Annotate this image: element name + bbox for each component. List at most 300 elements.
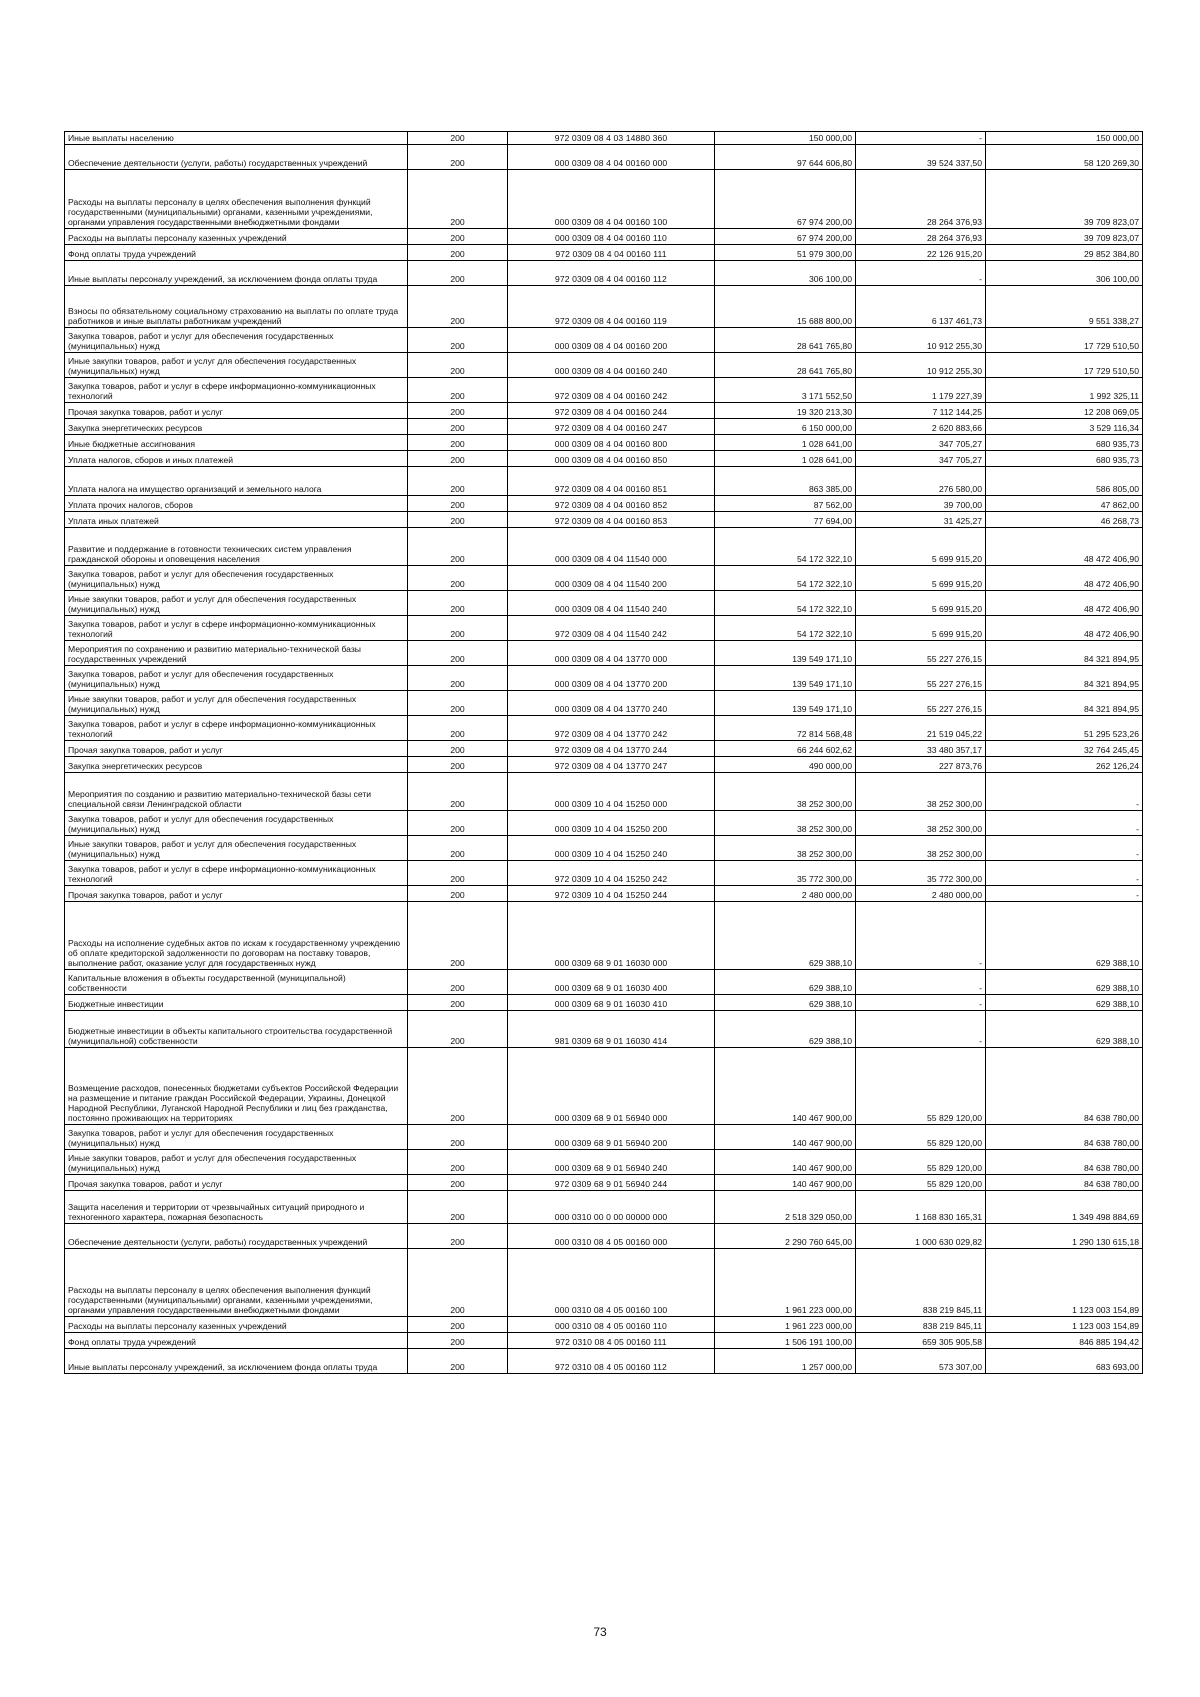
- row-budget-classification-code: 972 0309 08 4 04 00160 244: [508, 403, 715, 419]
- row-name: Фонд оплаты труда учреждений: [65, 1333, 408, 1349]
- row-budget-classification-code: 000 0309 68 9 01 16030 410: [508, 995, 715, 1011]
- row-executed-amount: 5 699 915,20: [856, 591, 986, 616]
- table-row: [65, 435, 1143, 451]
- table-row: [65, 902, 1143, 970]
- row-executed-amount: 55 829 120,00: [856, 1175, 986, 1191]
- page-number: 73: [593, 1625, 607, 1639]
- table-row: [65, 716, 1143, 741]
- row-budget-classification-code: 000 0309 10 4 04 15250 200: [508, 811, 715, 836]
- row-remaining-amount: 84 321 894,95: [986, 641, 1143, 666]
- row-budget-classification-code: 000 0309 08 4 04 00160 850: [508, 451, 715, 467]
- row-budget-classification-code: 972 0309 08 4 04 00160 852: [508, 496, 715, 512]
- row-name: Расходы на выплаты персоналу в целях обеспечения выполнения функций государственными (муниципальными) органами, казенными учреждениями, органами управления государственными внебюджетными фондами: [65, 170, 408, 229]
- row-remaining-amount: 1 349 498 884,69: [986, 1191, 1143, 1224]
- row-remaining-amount: -: [986, 773, 1143, 811]
- row-name: Иные закупки товаров, работ и услуг для обеспечения государственных (муниципальных) нужд: [65, 691, 408, 716]
- row-remaining-amount: 12 208 069,05: [986, 403, 1143, 419]
- row-executed-amount: 38 252 300,00: [856, 773, 986, 811]
- row-remaining-amount: 32 764 245,45: [986, 741, 1143, 757]
- row-budget-classification-code: 000 0309 08 4 04 00160 200: [508, 328, 715, 353]
- row-line-code: 200: [408, 886, 508, 902]
- row-approved-amount: 66 244 602,62: [715, 741, 856, 757]
- row-approved-amount: 6 150 000,00: [715, 419, 856, 435]
- row-budget-classification-code: 000 0309 08 4 04 11540 200: [508, 566, 715, 591]
- row-name: Прочая закупка товаров, работ и услуг: [65, 1175, 408, 1191]
- table-row: [65, 1224, 1143, 1249]
- row-name: Бюджетные инвестиции: [65, 995, 408, 1011]
- row-remaining-amount: 3 529 116,34: [986, 419, 1143, 435]
- row-budget-classification-code: 972 0309 10 4 04 15250 242: [508, 861, 715, 886]
- row-line-code: 200: [408, 419, 508, 435]
- row-budget-classification-code: 972 0309 08 4 04 13770 244: [508, 741, 715, 757]
- row-remaining-amount: 306 100,00: [986, 261, 1143, 286]
- row-remaining-amount: 58 120 269,30: [986, 145, 1143, 170]
- row-executed-amount: 838 219 845,11: [856, 1317, 986, 1333]
- table-row: [65, 886, 1143, 902]
- row-budget-classification-code: 000 0309 08 4 04 00160 800: [508, 435, 715, 451]
- row-line-code: 200: [408, 757, 508, 773]
- row-name: Иные выплаты персоналу учреждений, за исключением фонда оплаты труда: [65, 261, 408, 286]
- row-executed-amount: 1 179 227,39: [856, 378, 986, 403]
- row-line-code: 200: [408, 970, 508, 995]
- row-approved-amount: 54 172 322,10: [715, 591, 856, 616]
- row-line-code: 200: [408, 132, 508, 145]
- row-name: Прочая закупка товаров, работ и услуг: [65, 886, 408, 902]
- table-row: [65, 757, 1143, 773]
- row-executed-amount: 55 227 276,15: [856, 666, 986, 691]
- row-remaining-amount: 262 126,24: [986, 757, 1143, 773]
- row-name: Иные выплаты населению: [65, 132, 408, 145]
- row-remaining-amount: -: [986, 861, 1143, 886]
- row-approved-amount: 38 252 300,00: [715, 836, 856, 861]
- table-row: [65, 467, 1143, 496]
- row-line-code: 200: [408, 145, 508, 170]
- row-executed-amount: 55 829 120,00: [856, 1150, 986, 1175]
- table-row: [65, 328, 1143, 353]
- row-budget-classification-code: 972 0309 08 4 04 00160 111: [508, 245, 715, 261]
- row-budget-classification-code: 000 0310 08 4 05 00160 000: [508, 1224, 715, 1249]
- row-approved-amount: 629 388,10: [715, 1011, 856, 1048]
- row-line-code: 200: [408, 861, 508, 886]
- row-line-code: 200: [408, 1349, 508, 1374]
- row-budget-classification-code: 972 0309 10 4 04 15250 244: [508, 886, 715, 902]
- row-line-code: 200: [408, 1333, 508, 1349]
- row-budget-classification-code: 000 0309 08 4 04 00160 240: [508, 353, 715, 378]
- row-remaining-amount: 84 638 780,00: [986, 1125, 1143, 1150]
- row-name: Закупка товаров, работ и услуг для обеспечения государственных (муниципальных) нужд: [65, 666, 408, 691]
- row-line-code: 200: [408, 902, 508, 970]
- row-executed-amount: 33 480 357,17: [856, 741, 986, 757]
- row-approved-amount: 2 518 329 050,00: [715, 1191, 856, 1224]
- row-remaining-amount: 9 551 338,27: [986, 286, 1143, 328]
- row-remaining-amount: 84 638 780,00: [986, 1150, 1143, 1175]
- row-remaining-amount: 48 472 406,90: [986, 528, 1143, 566]
- row-executed-amount: -: [856, 902, 986, 970]
- row-name: Закупка товаров, работ и услуг в сфере информационно-коммуникационных технологий: [65, 378, 408, 403]
- table-row: [65, 861, 1143, 886]
- row-approved-amount: 87 562,00: [715, 496, 856, 512]
- row-line-code: 200: [408, 261, 508, 286]
- row-line-code: 200: [408, 666, 508, 691]
- row-budget-classification-code: 972 0309 08 4 04 13770 242: [508, 716, 715, 741]
- table-row: [65, 419, 1143, 435]
- row-name: Бюджетные инвестиции в объекты капитального строительства государственной (муниципальной) собственности: [65, 1011, 408, 1048]
- row-approved-amount: 54 172 322,10: [715, 566, 856, 591]
- row-approved-amount: 67 974 200,00: [715, 229, 856, 245]
- row-remaining-amount: 683 693,00: [986, 1349, 1143, 1374]
- row-line-code: 200: [408, 328, 508, 353]
- row-budget-classification-code: 972 0309 08 4 04 00160 853: [508, 512, 715, 528]
- row-remaining-amount: 46 268,73: [986, 512, 1143, 528]
- table-row: [65, 1011, 1143, 1048]
- row-line-code: 200: [408, 1317, 508, 1333]
- row-remaining-amount: 150 000,00: [986, 132, 1143, 145]
- row-name: Иные закупки товаров, работ и услуг для обеспечения государственных (муниципальных) нужд: [65, 591, 408, 616]
- row-approved-amount: 15 688 800,00: [715, 286, 856, 328]
- row-remaining-amount: 1 123 003 154,89: [986, 1317, 1143, 1333]
- row-name: Закупка энергетических ресурсов: [65, 419, 408, 435]
- row-executed-amount: -: [856, 261, 986, 286]
- row-remaining-amount: 84 638 780,00: [986, 1175, 1143, 1191]
- row-budget-classification-code: 972 0309 08 4 04 13770 247: [508, 757, 715, 773]
- row-executed-amount: 55 227 276,15: [856, 641, 986, 666]
- table-row: [65, 1349, 1143, 1374]
- row-line-code: 200: [408, 435, 508, 451]
- row-budget-classification-code: 972 0309 08 4 03 14880 360: [508, 132, 715, 145]
- budget-execution-table: [64, 131, 1143, 1374]
- row-remaining-amount: 586 805,00: [986, 467, 1143, 496]
- row-executed-amount: 38 252 300,00: [856, 836, 986, 861]
- table-row: [65, 245, 1143, 261]
- row-approved-amount: 1 257 000,00: [715, 1349, 856, 1374]
- row-remaining-amount: 84 638 780,00: [986, 1048, 1143, 1125]
- row-budget-classification-code: 972 0309 68 9 01 56940 244: [508, 1175, 715, 1191]
- table-row: [65, 591, 1143, 616]
- row-name: Расходы на выплаты персоналу казенных учреждений: [65, 229, 408, 245]
- row-approved-amount: 38 252 300,00: [715, 773, 856, 811]
- row-approved-amount: 54 172 322,10: [715, 528, 856, 566]
- row-budget-classification-code: 000 0309 68 9 01 16030 000: [508, 902, 715, 970]
- row-remaining-amount: 17 729 510,50: [986, 353, 1143, 378]
- row-name: Возмещение расходов, понесенных бюджетами субъектов Российской Федерации на размещение и питание граждан Российской Федерации, Украины, Донецкой Народной Республики, Луганской Народной Республики и лиц без гражданства, постоянно проживающих на территориях: [65, 1048, 408, 1125]
- row-remaining-amount: 1 290 130 615,18: [986, 1224, 1143, 1249]
- row-approved-amount: 67 974 200,00: [715, 170, 856, 229]
- row-line-code: 200: [408, 1048, 508, 1125]
- table-row: [65, 970, 1143, 995]
- row-approved-amount: 38 252 300,00: [715, 811, 856, 836]
- table-row: [65, 496, 1143, 512]
- row-line-code: 200: [408, 691, 508, 716]
- row-executed-amount: 7 112 144,25: [856, 403, 986, 419]
- table-row: [65, 616, 1143, 641]
- row-budget-classification-code: 000 0309 08 4 04 00160 000: [508, 145, 715, 170]
- table-row: [65, 378, 1143, 403]
- row-executed-amount: 838 219 845,11: [856, 1249, 986, 1317]
- table-row: [65, 145, 1143, 170]
- row-remaining-amount: -: [986, 811, 1143, 836]
- row-name: Закупка товаров, работ и услуг для обеспечения государственных (муниципальных) нужд: [65, 1125, 408, 1150]
- row-name: Уплата налога на имущество организаций и земельного налога: [65, 467, 408, 496]
- row-name: Прочая закупка товаров, работ и услуг: [65, 403, 408, 419]
- row-approved-amount: 140 467 900,00: [715, 1125, 856, 1150]
- row-remaining-amount: 629 388,10: [986, 1011, 1143, 1048]
- row-approved-amount: 140 467 900,00: [715, 1048, 856, 1125]
- row-approved-amount: 77 694,00: [715, 512, 856, 528]
- table-row: [65, 691, 1143, 716]
- row-budget-classification-code: 000 0309 08 4 04 00160 110: [508, 229, 715, 245]
- row-remaining-amount: 84 321 894,95: [986, 691, 1143, 716]
- row-name: Уплата прочих налогов, сборов: [65, 496, 408, 512]
- row-remaining-amount: 39 709 823,07: [986, 170, 1143, 229]
- table-row: [65, 773, 1143, 811]
- row-executed-amount: 10 912 255,30: [856, 328, 986, 353]
- row-executed-amount: 28 264 376,93: [856, 229, 986, 245]
- row-approved-amount: 139 549 171,10: [715, 691, 856, 716]
- row-line-code: 200: [408, 403, 508, 419]
- row-name: Капитальные вложения в объекты государственной (муниципальной) собственности: [65, 970, 408, 995]
- row-name: Фонд оплаты труда учреждений: [65, 245, 408, 261]
- row-budget-classification-code: 972 0309 08 4 04 00160 119: [508, 286, 715, 328]
- row-remaining-amount: 680 935,73: [986, 451, 1143, 467]
- table-row: [65, 353, 1143, 378]
- row-line-code: 200: [408, 1191, 508, 1224]
- row-line-code: 200: [408, 741, 508, 757]
- row-approved-amount: 28 641 765,80: [715, 353, 856, 378]
- row-budget-classification-code: 981 0309 68 9 01 16030 414: [508, 1011, 715, 1048]
- row-remaining-amount: 846 885 194,42: [986, 1333, 1143, 1349]
- row-budget-classification-code: 972 0309 08 4 04 11540 242: [508, 616, 715, 641]
- row-budget-classification-code: 972 0309 08 4 04 00160 247: [508, 419, 715, 435]
- row-name: Иные закупки товаров, работ и услуг для обеспечения государственных (муниципальных) нужд: [65, 353, 408, 378]
- row-remaining-amount: -: [986, 886, 1143, 902]
- row-name: Закупка энергетических ресурсов: [65, 757, 408, 773]
- row-approved-amount: 629 388,10: [715, 902, 856, 970]
- row-line-code: 200: [408, 528, 508, 566]
- row-name: Мероприятия по сохранению и развитию материально-технической базы государственных учреждений: [65, 641, 408, 666]
- row-budget-classification-code: 000 0309 08 4 04 13770 000: [508, 641, 715, 666]
- table-row: [65, 566, 1143, 591]
- table-row: [65, 1317, 1143, 1333]
- row-budget-classification-code: 972 0310 08 4 05 00160 111: [508, 1333, 715, 1349]
- row-budget-classification-code: 000 0309 68 9 01 16030 400: [508, 970, 715, 995]
- row-name: Закупка товаров, работ и услуг для обеспечения государственных (муниципальных) нужд: [65, 566, 408, 591]
- row-name: Развитие и поддержание в готовности технических систем управления гражданской обороны и оповещения населения: [65, 528, 408, 566]
- row-executed-amount: 31 425,27: [856, 512, 986, 528]
- row-name: Прочая закупка товаров, работ и услуг: [65, 741, 408, 757]
- row-approved-amount: 1 961 223 000,00: [715, 1317, 856, 1333]
- table-row: [65, 1048, 1143, 1125]
- row-line-code: 200: [408, 451, 508, 467]
- row-approved-amount: 35 772 300,00: [715, 861, 856, 886]
- row-line-code: 200: [408, 1224, 508, 1249]
- row-executed-amount: 347 705,27: [856, 451, 986, 467]
- table-row: [65, 666, 1143, 691]
- row-remaining-amount: 39 709 823,07: [986, 229, 1143, 245]
- table-row: [65, 641, 1143, 666]
- row-approved-amount: 140 467 900,00: [715, 1175, 856, 1191]
- row-line-code: 200: [408, 836, 508, 861]
- row-name: Расходы на исполнение судебных актов по искам к государственному учреждению об оплате кредиторской задолженности по договорам на поставку товаров, выполнение работ, оказание услуг для государственных нужд: [65, 902, 408, 970]
- row-remaining-amount: 1 123 003 154,89: [986, 1249, 1143, 1317]
- row-budget-classification-code: 000 0309 68 9 01 56940 000: [508, 1048, 715, 1125]
- row-approved-amount: 19 320 213,30: [715, 403, 856, 419]
- row-executed-amount: 28 264 376,93: [856, 170, 986, 229]
- row-approved-amount: 72 814 568,48: [715, 716, 856, 741]
- row-remaining-amount: 51 295 523,26: [986, 716, 1143, 741]
- row-line-code: 200: [408, 170, 508, 229]
- row-executed-amount: 276 580,00: [856, 467, 986, 496]
- row-executed-amount: 227 873,76: [856, 757, 986, 773]
- row-name: Расходы на выплаты персоналу в целях обеспечения выполнения функций государственными (муниципальными) органами, казенными учреждениями, органами управления государственными внебюджетными фондами: [65, 1249, 408, 1317]
- row-executed-amount: 1 168 830 165,31: [856, 1191, 986, 1224]
- row-executed-amount: 21 519 045,22: [856, 716, 986, 741]
- row-budget-classification-code: 000 0309 08 4 04 13770 200: [508, 666, 715, 691]
- row-line-code: 200: [408, 1150, 508, 1175]
- table-row: [65, 528, 1143, 566]
- row-executed-amount: 659 305 905,58: [856, 1333, 986, 1349]
- row-executed-amount: -: [856, 132, 986, 145]
- row-name: Закупка товаров, работ и услуг в сфере информационно-коммуникационных технологий: [65, 616, 408, 641]
- row-approved-amount: 629 388,10: [715, 970, 856, 995]
- row-line-code: 200: [408, 286, 508, 328]
- row-remaining-amount: 17 729 510,50: [986, 328, 1143, 353]
- row-budget-classification-code: 000 0309 10 4 04 15250 000: [508, 773, 715, 811]
- row-approved-amount: 306 100,00: [715, 261, 856, 286]
- table-row: [65, 1333, 1143, 1349]
- row-budget-classification-code: 000 0310 08 4 05 00160 110: [508, 1317, 715, 1333]
- row-budget-classification-code: 000 0310 08 4 05 00160 100: [508, 1249, 715, 1317]
- row-budget-classification-code: 972 0309 08 4 04 00160 242: [508, 378, 715, 403]
- table-row: [65, 1125, 1143, 1150]
- row-remaining-amount: -: [986, 836, 1143, 861]
- row-remaining-amount: 48 472 406,90: [986, 591, 1143, 616]
- row-name: Иные закупки товаров, работ и услуг для обеспечения государственных (муниципальных) нужд: [65, 1150, 408, 1175]
- row-name: Взносы по обязательному социальному страхованию на выплаты по оплате труда работников и иные выплаты работникам учреждений: [65, 286, 408, 328]
- row-executed-amount: 5 699 915,20: [856, 566, 986, 591]
- table-row: [65, 170, 1143, 229]
- row-name: Иные выплаты персоналу учреждений, за исключением фонда оплаты труда: [65, 1349, 408, 1374]
- row-remaining-amount: 629 388,10: [986, 902, 1143, 970]
- row-executed-amount: 573 307,00: [856, 1349, 986, 1374]
- row-remaining-amount: 48 472 406,90: [986, 616, 1143, 641]
- table-row: [65, 811, 1143, 836]
- row-approved-amount: 54 172 322,10: [715, 616, 856, 641]
- table-row: [65, 286, 1143, 328]
- row-line-code: 200: [408, 229, 508, 245]
- table-row: [65, 1150, 1143, 1175]
- row-executed-amount: -: [856, 1011, 986, 1048]
- row-line-code: 200: [408, 353, 508, 378]
- row-approved-amount: 28 641 765,80: [715, 328, 856, 353]
- row-executed-amount: 55 829 120,00: [856, 1048, 986, 1125]
- row-line-code: 200: [408, 716, 508, 741]
- row-line-code: 200: [408, 512, 508, 528]
- row-approved-amount: 97 644 606,80: [715, 145, 856, 170]
- table-row: [65, 741, 1143, 757]
- row-name: Закупка товаров, работ и услуг в сфере информационно-коммуникационных технологий: [65, 861, 408, 886]
- row-line-code: 200: [408, 616, 508, 641]
- row-executed-amount: 10 912 255,30: [856, 353, 986, 378]
- row-executed-amount: 55 227 276,15: [856, 691, 986, 716]
- row-approved-amount: 1 028 641,00: [715, 435, 856, 451]
- row-remaining-amount: 629 388,10: [986, 995, 1143, 1011]
- row-executed-amount: 55 829 120,00: [856, 1125, 986, 1150]
- table-row: [65, 1249, 1143, 1317]
- row-approved-amount: 139 549 171,10: [715, 666, 856, 691]
- row-line-code: 200: [408, 566, 508, 591]
- row-budget-classification-code: 000 0309 68 9 01 56940 240: [508, 1150, 715, 1175]
- row-executed-amount: 39 524 337,50: [856, 145, 986, 170]
- row-budget-classification-code: 972 0310 08 4 05 00160 112: [508, 1349, 715, 1374]
- row-line-code: 200: [408, 1011, 508, 1048]
- row-line-code: 200: [408, 1249, 508, 1317]
- row-line-code: 200: [408, 773, 508, 811]
- row-name: Уплата иных платежей: [65, 512, 408, 528]
- row-approved-amount: 863 385,00: [715, 467, 856, 496]
- row-approved-amount: 3 171 552,50: [715, 378, 856, 403]
- row-budget-classification-code: 972 0309 08 4 04 00160 851: [508, 467, 715, 496]
- row-line-code: 200: [408, 1125, 508, 1150]
- row-remaining-amount: 48 472 406,90: [986, 566, 1143, 591]
- row-name: Иные закупки товаров, работ и услуг для обеспечения государственных (муниципальных) нужд: [65, 836, 408, 861]
- row-name: Обеспечение деятельности (услуги, работы) государственных учреждений: [65, 1224, 408, 1249]
- row-remaining-amount: 1 992 325,11: [986, 378, 1143, 403]
- row-name: Обеспечение деятельности (услуги, работы) государственных учреждений: [65, 145, 408, 170]
- row-budget-classification-code: 972 0309 08 4 04 00160 112: [508, 261, 715, 286]
- table-row: [65, 1191, 1143, 1224]
- table-row: [65, 512, 1143, 528]
- row-executed-amount: 38 252 300,00: [856, 811, 986, 836]
- row-executed-amount: -: [856, 970, 986, 995]
- table-row: [65, 836, 1143, 861]
- row-approved-amount: 139 549 171,10: [715, 641, 856, 666]
- row-executed-amount: 22 126 915,20: [856, 245, 986, 261]
- row-approved-amount: 51 979 300,00: [715, 245, 856, 261]
- row-executed-amount: 5 699 915,20: [856, 528, 986, 566]
- row-remaining-amount: 84 321 894,95: [986, 666, 1143, 691]
- table-row: [65, 995, 1143, 1011]
- row-remaining-amount: 29 852 384,80: [986, 245, 1143, 261]
- row-name: Закупка товаров, работ и услуг для обеспечения государственных (муниципальных) нужд: [65, 811, 408, 836]
- row-remaining-amount: 680 935,73: [986, 435, 1143, 451]
- row-executed-amount: 5 699 915,20: [856, 616, 986, 641]
- row-line-code: 200: [408, 467, 508, 496]
- row-approved-amount: 1 506 191 100,00: [715, 1333, 856, 1349]
- row-executed-amount: 39 700,00: [856, 496, 986, 512]
- row-name: Закупка товаров, работ и услуг для обеспечения государственных (муниципальных) нужд: [65, 328, 408, 353]
- row-approved-amount: 1 028 641,00: [715, 451, 856, 467]
- row-line-code: 200: [408, 245, 508, 261]
- row-line-code: 200: [408, 378, 508, 403]
- table-row: [65, 132, 1143, 145]
- row-name: Защита населения и территории от чрезвычайных ситуаций природного и техногенного характера, пожарная безопасность: [65, 1191, 408, 1224]
- row-executed-amount: 2 480 000,00: [856, 886, 986, 902]
- table-row: [65, 403, 1143, 419]
- row-approved-amount: 1 961 223 000,00: [715, 1249, 856, 1317]
- row-executed-amount: 2 620 883,66: [856, 419, 986, 435]
- row-name: Закупка товаров, работ и услуг в сфере информационно-коммуникационных технологий: [65, 716, 408, 741]
- row-name: Мероприятия по созданию и развитию материально-технической базы сети специальной связи Ленинградской области: [65, 773, 408, 811]
- row-approved-amount: 140 467 900,00: [715, 1150, 856, 1175]
- table-row: [65, 1175, 1143, 1191]
- row-budget-classification-code: 000 0309 08 4 04 00160 100: [508, 170, 715, 229]
- row-executed-amount: 347 705,27: [856, 435, 986, 451]
- table-row: [65, 451, 1143, 467]
- row-remaining-amount: 629 388,10: [986, 970, 1143, 995]
- table-body: [65, 132, 1143, 1374]
- row-line-code: 200: [408, 995, 508, 1011]
- row-budget-classification-code: 000 0309 10 4 04 15250 240: [508, 836, 715, 861]
